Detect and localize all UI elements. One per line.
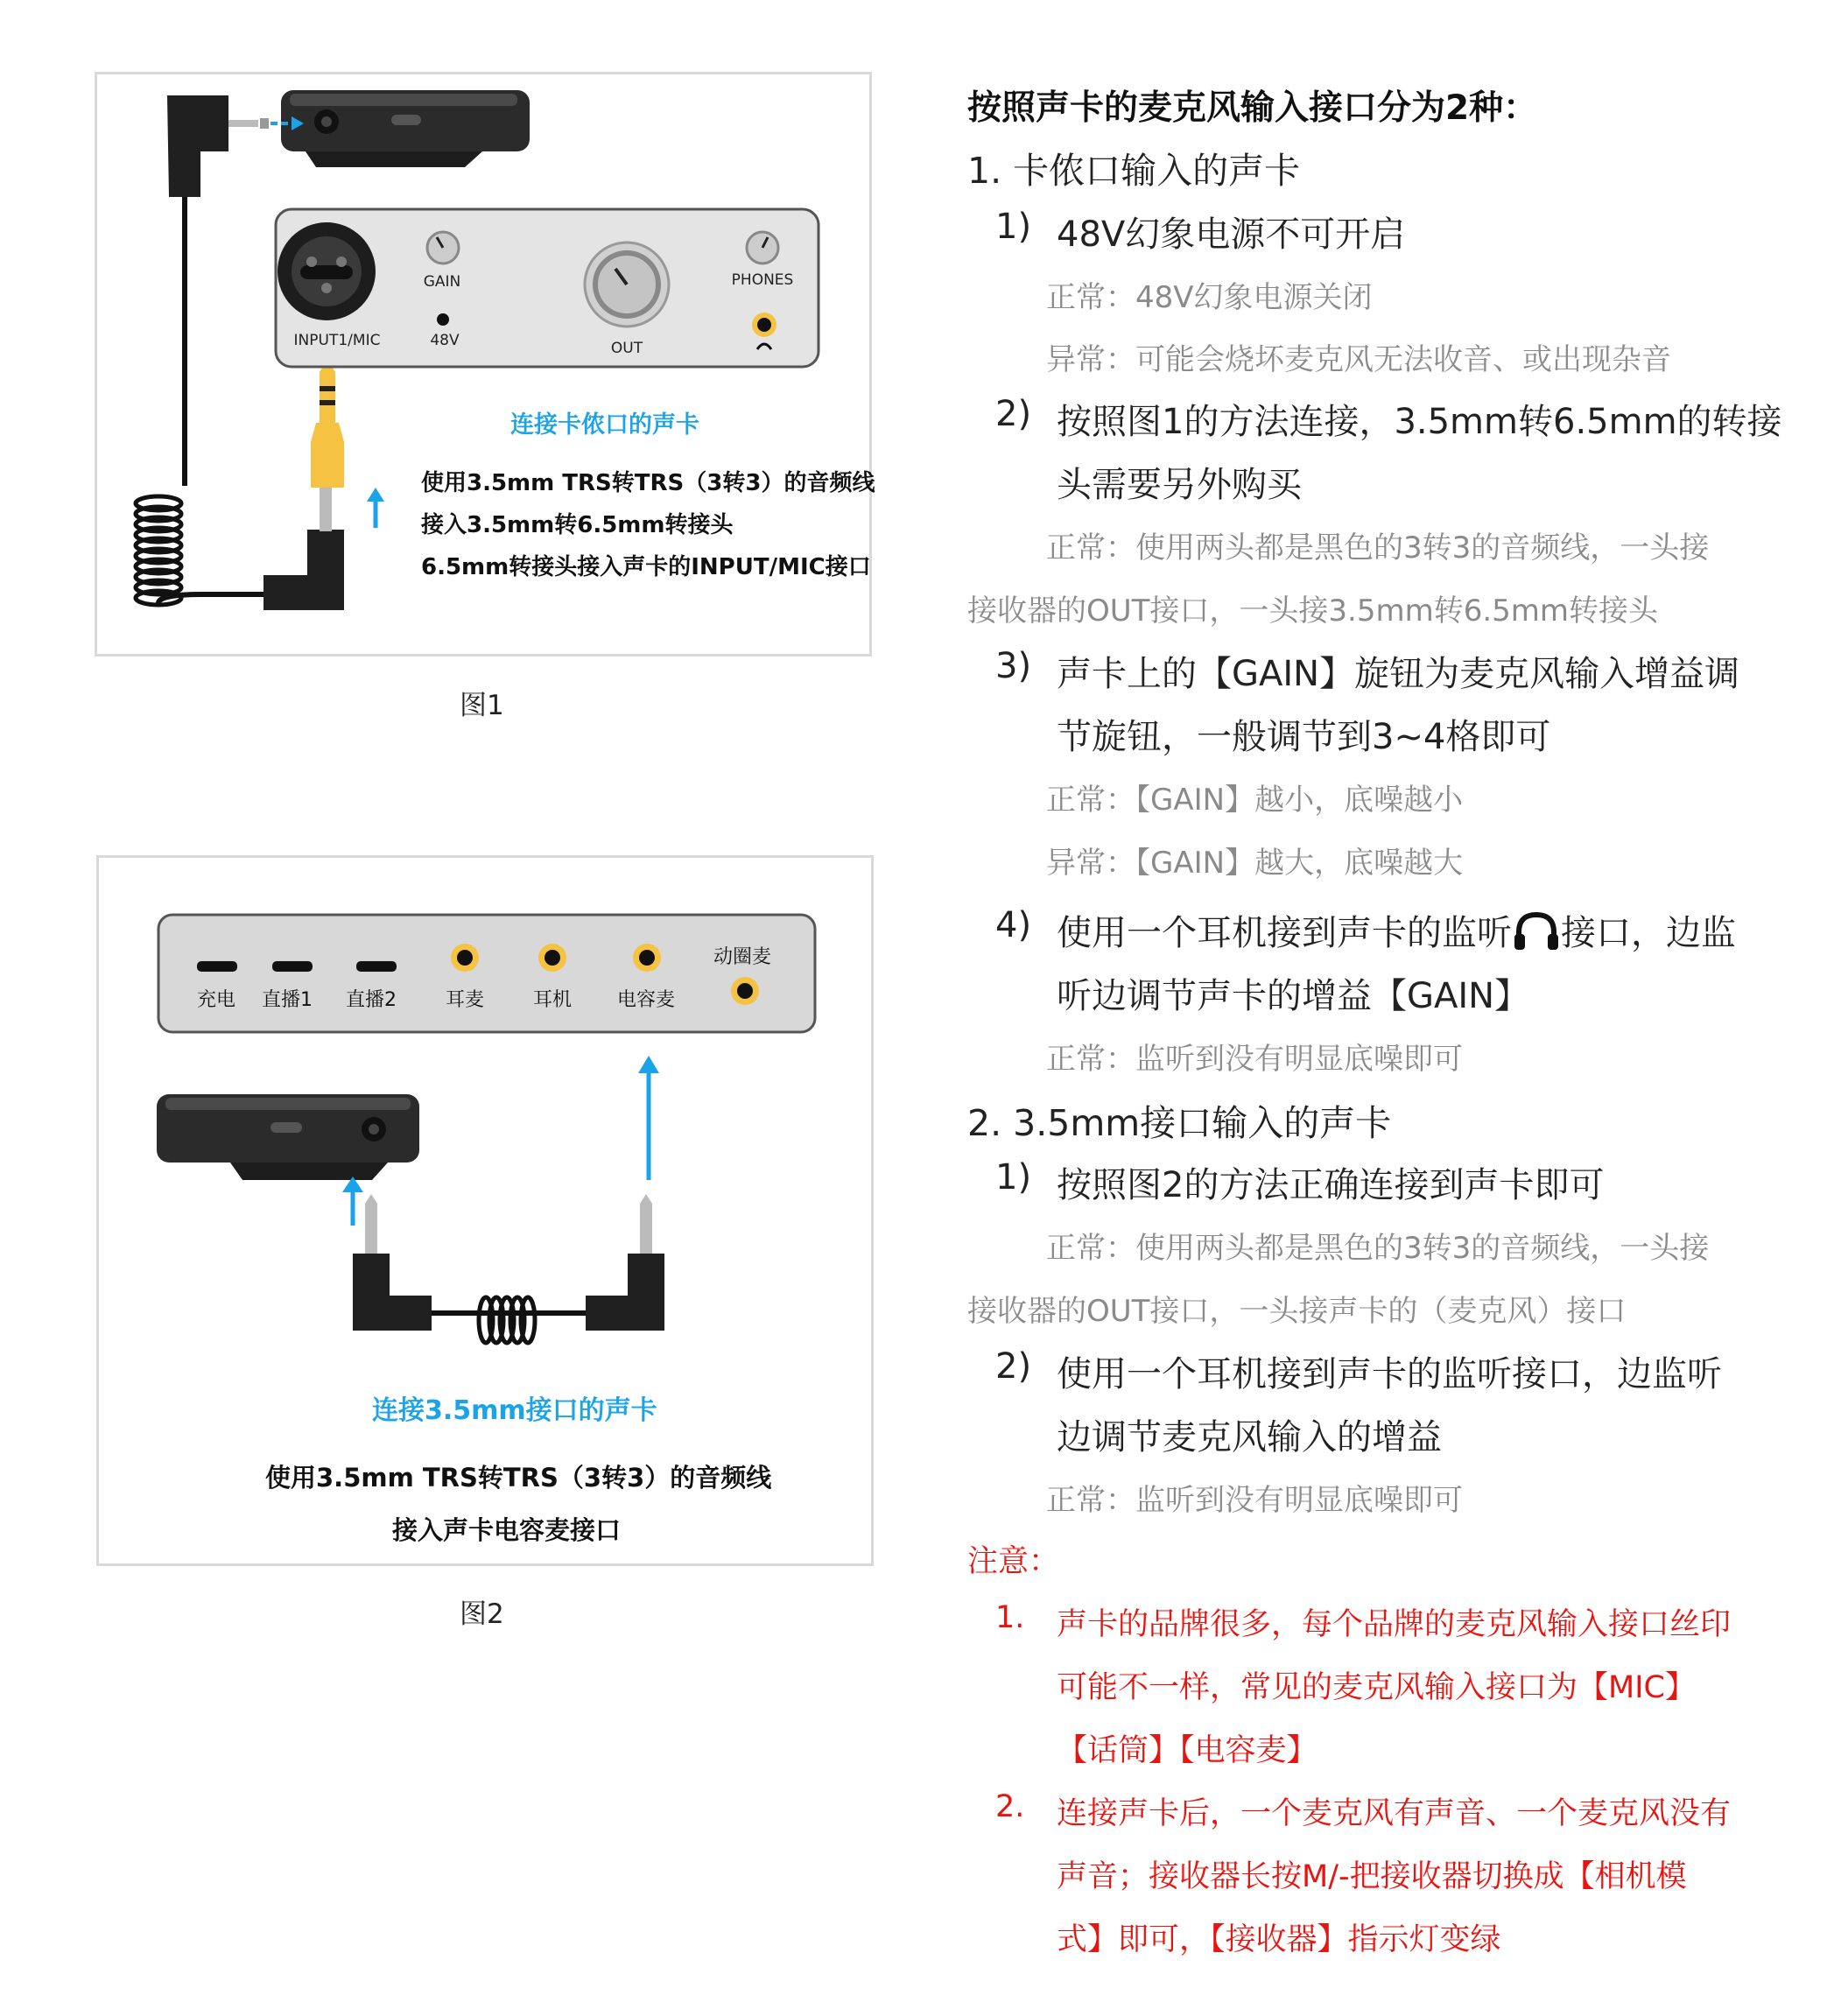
s1-item-3-line-2: 节旋钮，一般调节到3~4格即可 — [1057, 717, 1551, 757]
sound-card-3-5mm-panel — [158, 915, 815, 1032]
coiled-cable — [136, 496, 181, 605]
note-2-line-1: 连接声卡后，一个麦克风有声音、一个麦克风没有 — [1057, 1796, 1732, 1831]
note-1-line-1: 声卡的品牌很多，每个品牌的麦克风输入接口丝印 — [1057, 1607, 1732, 1642]
port-label-headphone: 耳机 — [533, 989, 573, 1011]
s1-item-1-normal: 正常：48V幻象电源关闭 — [1046, 280, 1373, 315]
port-label-charge: 充电 — [197, 989, 236, 1011]
section-2-title: 2. 3.5mm接口输入的声卡 — [967, 1102, 1392, 1144]
s1-item-4-line-2: 听边调节声卡的增益【GAIN】 — [1057, 976, 1530, 1016]
figure-1 — [95, 72, 875, 657]
s1-item-3-abnormal: 异常：【GAIN】越大，底噪越大 — [1046, 846, 1464, 881]
out-label: OUT — [610, 340, 643, 357]
s1-item-3-line-1: 声卡上的【GAIN】旋钮为麦克风输入增益调 — [1057, 654, 1740, 694]
note-2-line-3: 式】即可，【接收器】指示灯变绿 — [1057, 1922, 1501, 1957]
s1-item-2-number: 2) — [995, 394, 1032, 434]
s1-item-4-line-1 — [1057, 905, 1736, 955]
figure-1-line-3: 6.5mm转接头接入声卡的INPUT/MIC接口 — [421, 554, 871, 580]
gain-label: GAIN — [423, 273, 461, 291]
s2-item-1: 按照图2的方法正确连接到声卡即可 — [1057, 1165, 1605, 1205]
figure-1-line-2: 接入3.5mm转6.5mm转接头 — [421, 512, 734, 538]
port-label-headset: 耳麦 — [446, 989, 485, 1011]
s1-item-4-normal: 正常：监听到没有明显底噪即可 — [1046, 1042, 1463, 1077]
s2-item-2-normal: 正常：监听到没有明显底噪即可 — [1046, 1483, 1463, 1518]
adapter-6-5mm — [311, 359, 344, 488]
figure-2-caption: 图2 — [460, 1598, 504, 1630]
s1-item-4-number: 4) — [995, 905, 1032, 945]
s1-item-2-line-1: 按照图1的方法连接，3.5mm转6.5mm的转接 — [1057, 402, 1782, 442]
note-title: 注意： — [967, 1544, 1060, 1579]
section-1-title: 1. 卡侬口输入的声卡 — [967, 150, 1301, 192]
figure-1-line-1: 使用3.5mm TRS转TRS（3转3）的音频线 — [421, 470, 875, 496]
s1-item-4-text-a: 使用一个耳机接到声卡的监听 — [1057, 913, 1512, 953]
headphone-icon — [1512, 911, 1561, 950]
note-1-line-3: 【话筒】【电容麦】 — [1057, 1733, 1317, 1768]
s1-item-1-number: 1) — [995, 207, 1032, 247]
receiver-device — [157, 1094, 419, 1180]
figure-2-line-1: 使用3.5mm TRS转TRS（3转3）的音频线 — [265, 1463, 772, 1493]
port-label-condenser-mic: 电容麦 — [617, 989, 676, 1011]
s1-item-2-normal-line-1: 正常：使用两头都是黑色的3转3的音频线，一头接 — [1046, 530, 1710, 565]
s1-item-1-abnormal: 异常：可能会烧坏麦克风无法收音、或出现杂音 — [1046, 342, 1671, 377]
page-heading: 按照声卡的麦克风输入接口分为2种： — [967, 88, 1538, 128]
port-label-dynamic-mic: 动圈麦 — [713, 946, 772, 968]
figure-2 — [96, 855, 874, 1566]
s1-item-4-text-b: 接口，边监 — [1561, 913, 1736, 953]
plug-top — [167, 95, 269, 197]
s1-item-3-normal: 正常：【GAIN】越小，底噪越小 — [1046, 783, 1464, 818]
figure-2-title: 连接3.5mm接口的声卡 — [372, 1395, 657, 1426]
note-1-line-2: 可能不一样，常见的麦克风输入接口为【MIC】 — [1057, 1670, 1696, 1705]
s1-item-1: 48V幻象电源不可开启 — [1057, 214, 1406, 255]
s1-item-2-line-2: 头需要另外购买 — [1057, 465, 1302, 505]
s1-item-3-number: 3) — [995, 646, 1032, 686]
s2-item-1-normal-line-2: 接收器的OUT接口，一头接声卡的（麦克风）接口 — [967, 1294, 1627, 1329]
note-2-line-2: 声音；接收器长按M/-把接收器切换成【相机模 — [1057, 1859, 1687, 1894]
note-1-number: 1. — [995, 1600, 1025, 1635]
s2-item-2-line-1: 使用一个耳机接到声卡的监听接口，边监听 — [1057, 1354, 1722, 1394]
figure-1-title: 连接卡侬口的声卡 — [510, 411, 699, 439]
input-label: INPUT1/MIC — [293, 332, 381, 349]
s2-item-1-number: 1) — [995, 1157, 1032, 1198]
s2-item-1-normal-line-1: 正常：使用两头都是黑色的3转3的音频线，一头接 — [1046, 1231, 1710, 1266]
s2-item-2-line-2: 边调节麦克风输入的增益 — [1057, 1417, 1442, 1458]
note-2-number: 2. — [995, 1789, 1025, 1824]
sound-card-panel — [276, 209, 819, 367]
figure-2-line-2: 接入声卡电容麦接口 — [392, 1515, 622, 1545]
port-label-live1: 直播1 — [262, 989, 313, 1011]
trs-cable — [353, 1194, 664, 1343]
port-label-live2: 直播2 — [346, 989, 397, 1011]
phones-label: PHONES — [731, 271, 794, 289]
s1-item-2-normal-line-2: 接收器的OUT接口，一头接3.5mm转6.5mm转接头 — [967, 594, 1659, 629]
v48-label: 48V — [430, 332, 460, 349]
s2-item-2-number: 2) — [995, 1346, 1032, 1387]
figure-1-caption: 图1 — [460, 690, 504, 721]
receiver-device — [281, 90, 530, 167]
